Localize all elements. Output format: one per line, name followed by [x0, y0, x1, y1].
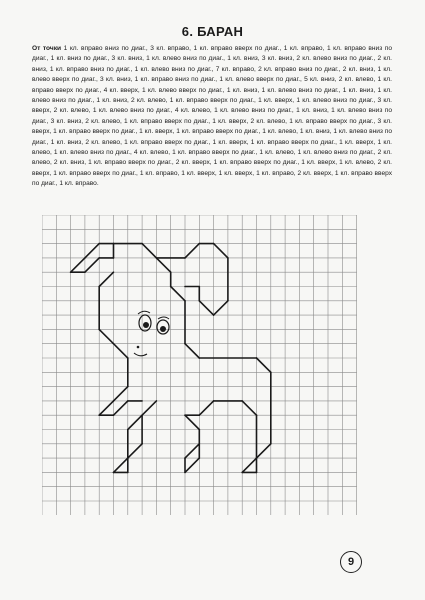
- grid-lines: [42, 215, 357, 515]
- outline-segment: [199, 401, 213, 415]
- outline-segment: [99, 329, 113, 343]
- outline-segment: [114, 458, 128, 472]
- outline-segment: [142, 401, 156, 415]
- outline-segment: [199, 301, 213, 315]
- instructions-body: 1 кл. вправо вниз по диаг., 3 кл. вправо, 1 кл. вправо вверх по диаг., 1 кл. вправо, 1 кл. вправо вниз по диаг., 1 кл. вниз по диаг., 3 кл. вниз, 1 кл. влево вниз по диаг., 1 кл. вниз, 3 кл. вниз, 2 кл. влево вниз по диаг., 2 кл. вниз, 1 кл. вправо вниз по диаг., 1 кл. влево вниз по диаг., 7 кл. вправо, 2 кл. вправо вниз по диаг., 2 кл. вниз, 1 кл. влево вверх по диаг., 3 кл. вниз, 1 кл. вправо вниз по диаг., 1 кл. влево вверх по диаг., 5 кл. вниз, 2 кл. влево, 1 кл. вправо вверх по диаг., 4 кл. вверх, 1 кл. влево вверх по диаг., 1 кл. вниз, 1 кл. влево вниз по диаг., 1 кл. вниз, 1 кл. влево вниз по диаг., 1 кл. вниз, 2 кл. влево, 1 кл. вправо вверх по диаг., 1 кл. вверх, 1 кл. влево вниз по диаг., 3 кл. вверх, 2 кл. влево, 1 кл. влево вниз по диаг., 4 кл. влево, 1 кл. влево вниз по диаг., 1 кл. вниз, 1 кл. влево вниз по диаг., 3 кл. вниз, 2 кл. влево, 1 кл. вправо вверх по диаг., 1 кл. вверх, 2 кл. влево, 1 кл. вправо вверх по диаг., 3 кл. вверх, 1 кл. вправо вверх по диаг., 1 кл. вверх, 1 кл. вправо вверх по диаг., 1 кл. влево, 1 кл. вниз, 1 кл. влево вниз по диаг., 1 кл. вниз, 2 кл. влево, 1 кл. вправо вверх по диаг., 1 кл. вверх, 1 кл. вправо вверх по диаг., 1 кл. вверх, 1 кл. влево, 1 кл. влево вниз по диаг., 4 кл. влево, 1 кл. вправо вверх по диаг., 1 кл. влево, 1 кл. влево вниз по диаг., 2 кл. влево, 2 кл. вниз, 1 кл. вправо вверх по диаг., 2 кл. вверх, 1 кл. вправо вверх по диаг., 1 кл. вверх, 1 кл. влево, 2 кл. вверх, 1 кл. вправо вверх по диаг., 1 кл. вправо, 1 кл. вверх, 1 кл. вверх, 1 кл. вправо, 2 кл. вверх, 1 кл. вправо вверх по диаг., 1 кл. вправо.: [32, 45, 393, 188]
- outline-segment: [114, 387, 128, 401]
- grid-svg: [42, 215, 362, 515]
- outline-segment: [85, 258, 99, 272]
- instructions-text: [32, 44, 392, 190]
- right-pupil: [160, 326, 166, 332]
- outline-segment: [185, 344, 199, 358]
- instructions-lead: От точки: [32, 45, 62, 52]
- outline-segment: [71, 258, 85, 272]
- right-brow: [158, 317, 169, 319]
- left-pupil: [143, 322, 149, 328]
- outline-segment: [128, 415, 142, 429]
- outline-segment: [242, 401, 256, 415]
- outline-segment: [185, 415, 199, 429]
- drawing-grid: [42, 215, 362, 515]
- outline-segment: [185, 244, 199, 258]
- page-number: 9: [340, 551, 362, 573]
- outline-segment: [128, 444, 142, 458]
- outline-segment: [257, 444, 271, 458]
- outline-segment: [156, 258, 170, 272]
- outline-segment: [99, 401, 113, 415]
- outline-segment: [257, 358, 271, 372]
- outline-segment: [214, 301, 228, 315]
- mouth: [134, 353, 147, 356]
- outline-segment: [185, 458, 199, 472]
- outline-segment: [114, 344, 128, 358]
- outline-segment: [142, 244, 156, 258]
- nostril: [137, 346, 140, 349]
- outline-segment: [99, 272, 113, 286]
- outline-segment: [114, 401, 128, 415]
- ram-face: [134, 311, 169, 356]
- outline-segment: [171, 287, 185, 301]
- page-title: 6. БАРАН: [181, 24, 244, 39]
- outline-segment: [214, 244, 228, 258]
- outline-segment: [85, 244, 99, 258]
- outline-segment: [242, 458, 256, 472]
- outline-segment: [185, 444, 199, 458]
- left-brow: [138, 311, 150, 314]
